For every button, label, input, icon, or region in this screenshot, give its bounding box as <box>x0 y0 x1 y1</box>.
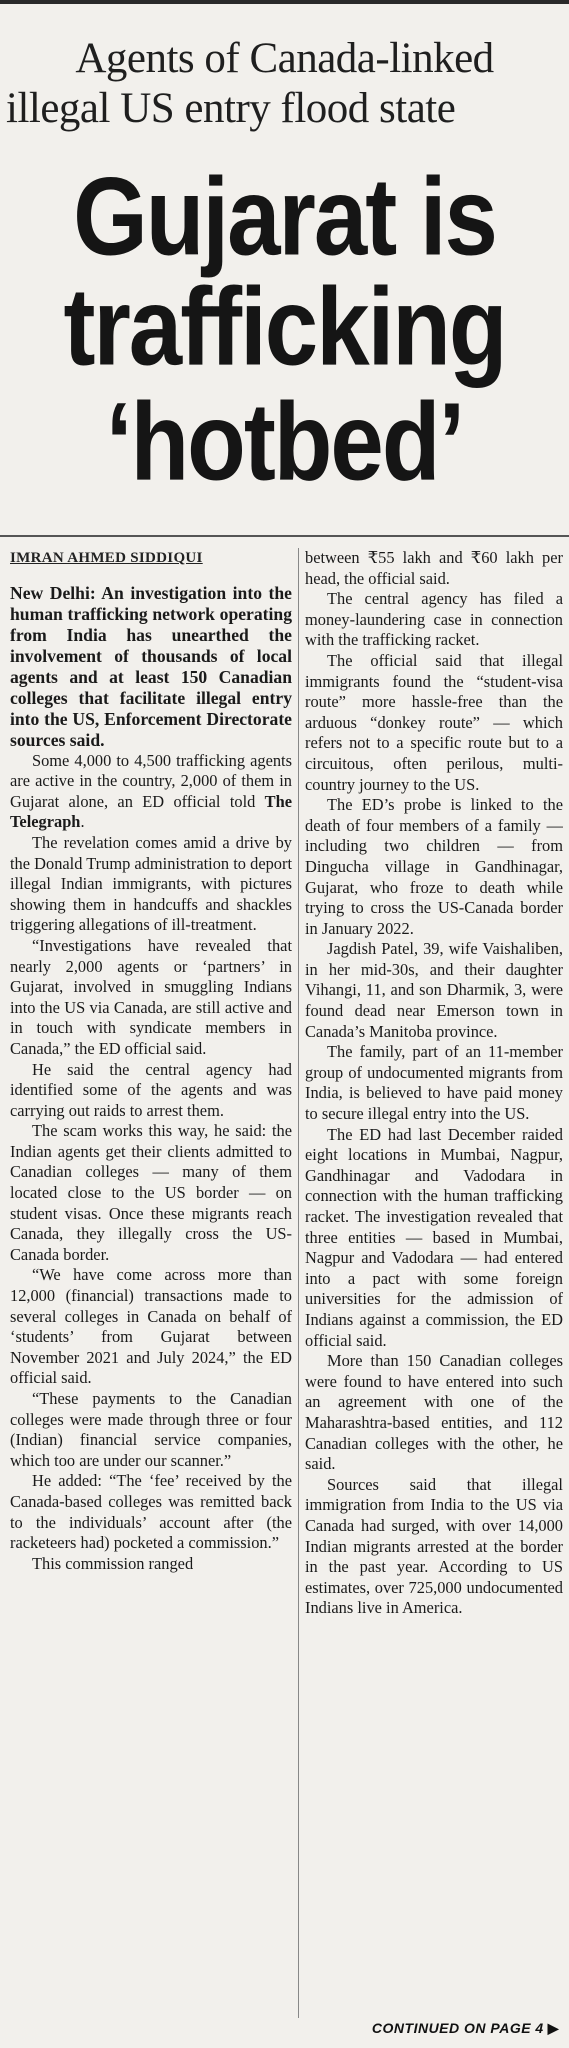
kicker-line-2: illegal US entry flood state <box>6 85 456 132</box>
paragraph-text: Sources said that illegal immigration from India to the US via Canada had surged, with over 14,000 Indian migrants arrested at the border in the past year. According to US estimates, over 725,000 undocumented Indians live in America. <box>305 1474 563 1618</box>
headline-rule <box>0 535 569 537</box>
paragraph-text: “Investigations have revealed that nearly 2,000 agents or ‘partners’ in Gujarat, involved in smuggling Indians into the US via Canada, are still active and in touch with syndicate members in Canada,” the ED official said. <box>10 935 292 1058</box>
paragraph-text-tail: . <box>80 812 85 832</box>
left-paragraph <box>10 1471 292 1553</box>
byline: IMRAN AHMED SIDDIQUI <box>10 550 203 566</box>
triangle-right-icon: ▶ <box>547 2020 559 2036</box>
article-column-left <box>10 548 292 2018</box>
kicker-line-1: Agents of Canada-linked <box>75 35 494 82</box>
top-rule <box>0 0 569 4</box>
continued-on-page-label[interactable] <box>372 2020 559 2037</box>
paragraph-text: The central agency has filed a money-laundering case in connection with the trafficking racket. <box>305 589 563 650</box>
paragraph-text: “We have come across more than 12,000 (financial) transactions made to several colleges in Canada on behalf of ‘students’ from Gujarat between November 2021 and July 2024,” the ED official said. <box>10 1265 292 1388</box>
paragraph-text: More than 150 Canadian colleges were found to have entered into such an agreement with one of the Maharashtra-based entities, and 112 Canadian colleges with the other, he said. <box>305 1351 563 1474</box>
headline-line-3: ‘hotbed’ <box>105 380 464 504</box>
paragraph-text: The ED had last December raided eight locations in Mumbai, Nagpur, Gandhinagar and Vadodara in connection with the human trafficking racket. The investigation revealed that three entities — based in Mumbai, Nagpur and Vadodara — had entered into a pact with some foreign universities for the admission of Indians against a commission, the ED official said. <box>305 1124 563 1350</box>
left-paragraph <box>10 1554 292 1575</box>
paragraph-text: He added: “The ‘fee’ received by the Canada-based colleges was remitted back to the individuals’ account after (the racketeers had) pocketed a commission.” <box>10 1471 292 1553</box>
paragraph-text: “These payments to the Canadian colleges were made through three or four (Indian) financial service companies, which too are under our scanner.” <box>10 1389 292 1470</box>
continued-text: CONTINUED ON PAGE 4 <box>371 2020 544 2036</box>
right-paragraph <box>305 939 563 1042</box>
publication-name: The Telegraph <box>10 791 292 832</box>
paragraph-text: between ₹55 lakh and ₹60 lakh per head, the official said. <box>305 548 563 588</box>
left-paragraph <box>10 1389 292 1471</box>
article-column-right <box>305 548 563 2018</box>
left-body <box>10 751 292 1575</box>
paragraph-text: The ED’s probe is linked to the death of four members of a family — including two children — from Dingucha village in Gandhinagar, Gujarat, who froze to death while trying to cross the US-Canada border in January 2022. <box>305 795 563 938</box>
left-paragraph <box>10 1121 292 1265</box>
lede-paragraph: New Delhi: An investigation into the human trafficking network operating from India has unearthed the involvement of thousands of local agents and at least 150 Canadian colleges that facilitate illegal entry into the US, Enforcement Directorate sources said. <box>10 582 292 750</box>
right-paragraph <box>305 1042 563 1124</box>
left-paragraph <box>10 833 292 936</box>
right-paragraph <box>305 548 563 589</box>
right-paragraph <box>305 651 563 795</box>
left-paragraph <box>10 1060 292 1122</box>
left-paragraph <box>10 751 292 833</box>
paragraph-text: The revelation comes amid a drive by the Donald Trump administration to deport illegal Indian immigrants, with pictures showing them in handcuffs and shackles triggering allegations of ill-treatment. <box>10 832 292 935</box>
paragraph-text: Some 4,000 to 4,500 trafficking agents are active in the country, 2,000 of them in Gujarat alone, an ED official told <box>10 750 292 811</box>
column-divider <box>298 548 299 2018</box>
left-paragraph <box>10 1265 292 1389</box>
left-paragraph <box>10 936 292 1060</box>
paragraph-text: This commission ranged <box>32 1553 194 1573</box>
right-paragraph <box>305 589 563 651</box>
right-paragraph <box>305 795 563 939</box>
paragraph-text: He said the central agency had identified some of the agents and was carrying out raids to arrest them. <box>10 1059 292 1120</box>
right-paragraph <box>305 1351 563 1475</box>
paragraph-text: The family, part of an 11-member group of undocumented migrants from India, is believed to have paid money to secure illegal entry into the US. <box>305 1042 563 1124</box>
paragraph-text: Jagdish Patel, 39, wife Vaishaliben, in her mid-30s, and their daughter Vihangi, 11, and son Dharmik, 3, were found dead near Emerson town in Canada’s Manitoba province. <box>305 939 563 1041</box>
paragraph-text: The scam works this way, he said: the Indian agents get their clients admitted to Canadian colleges — many of them located close to the US border — on student visas. Once these migrants reach Canada, they illegally cross the US-Canada border. <box>10 1121 292 1264</box>
headline-line-2: trafficking <box>63 265 506 389</box>
paragraph-text: The official said that illegal immigrants found the “student-visa route” more hassle-free than the arduous “donkey route” — which refers not to a specific route but to a circuitous, often perilous, multi-country journey to the US. <box>305 650 563 794</box>
headline-line-1: Gujarat is <box>73 155 496 279</box>
right-body <box>305 548 563 1619</box>
right-paragraph <box>305 1125 563 1352</box>
right-paragraph <box>305 1475 563 1619</box>
